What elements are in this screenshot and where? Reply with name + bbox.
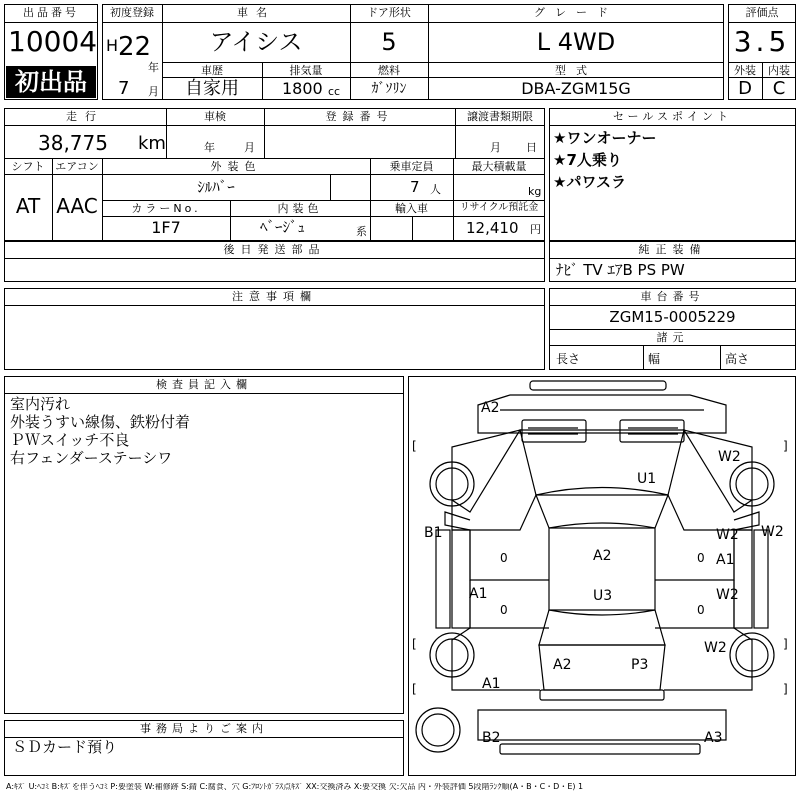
color-no-value: 1F7 xyxy=(151,218,181,237)
door-value: 5 xyxy=(381,28,397,56)
damage-mark: W2 xyxy=(716,587,739,603)
damage-mark: U1 xyxy=(637,471,657,487)
bracket-mark: ] xyxy=(783,637,788,651)
capacity-label: 乗車定員 xyxy=(389,160,434,173)
bracket-mark: [ xyxy=(412,682,417,696)
first-reg-year-unit: 年 xyxy=(148,61,159,74)
color-no-label: カラーNo. xyxy=(131,202,201,215)
exterior-color-label: 外装色 xyxy=(210,160,262,173)
notes-label: 注意事項欄 xyxy=(232,290,317,303)
bracket-mark: [ xyxy=(412,439,417,453)
grade-value: L 4WD xyxy=(536,28,616,56)
damage-mark: A2 xyxy=(593,548,612,564)
import-label: 輸入車 xyxy=(395,202,428,215)
shift-label: シフト xyxy=(11,160,45,173)
dimensions-label: 諸元 xyxy=(656,331,689,344)
score-value: 3.5 xyxy=(733,25,791,58)
car-name-value: アイシス xyxy=(209,28,303,56)
first-reg-label: 初度登録 xyxy=(110,6,154,19)
first-listing-badge: 初出品 xyxy=(6,66,96,98)
history-value: 自家用 xyxy=(185,78,239,99)
sales-point-item: ★7人乗り xyxy=(553,151,622,169)
damage-mark: A1 xyxy=(469,586,488,602)
bracket-mark: ] xyxy=(783,682,788,696)
first-reg-month: 7 xyxy=(118,78,130,99)
mileage-label: 走行 xyxy=(66,110,104,123)
recycle-value: 12,410 xyxy=(466,219,519,237)
zero-mark: 0 xyxy=(697,603,705,617)
chassis-value: ZGM15-0005229 xyxy=(609,308,736,326)
chassis-label: 車台番号 xyxy=(640,290,705,303)
sales-points-label: セールスポイント xyxy=(612,110,732,123)
damage-mark: W2 xyxy=(704,640,727,656)
genuine-equipment-label: 純正装備 xyxy=(638,243,707,256)
damage-mark: P3 xyxy=(631,657,649,673)
first-reg-year: 22 xyxy=(118,32,152,62)
office-label: 事務局よりご案内 xyxy=(140,722,268,735)
transfer-day-unit: 日 xyxy=(526,141,537,154)
damage-mark: A3 xyxy=(704,730,723,746)
max-load-label: 最大積載量 xyxy=(471,160,527,173)
zero-mark: 0 xyxy=(697,551,705,565)
inspector-label: 検査員記入欄 xyxy=(156,378,252,391)
zero-mark: 0 xyxy=(500,551,508,565)
model-code-value: DBA-ZGM15G xyxy=(521,79,631,98)
displacement-value: 1800 xyxy=(282,79,323,98)
damage-mark: A2 xyxy=(553,657,572,673)
grade-label: グレード xyxy=(534,6,618,19)
damage-mark: W2 xyxy=(761,524,784,540)
width-label: 幅 xyxy=(648,352,661,366)
aircon-label: エアコン xyxy=(55,160,99,173)
inspector-line: 右フェンダーステーシワ xyxy=(10,449,173,467)
aircon-value: AAC xyxy=(56,194,98,218)
sales-point-item: ★パワスラ xyxy=(553,173,626,191)
length-label: 長さ xyxy=(556,352,581,366)
inspection-label: 車検 xyxy=(204,110,226,123)
exterior-score-label: 外装 xyxy=(734,64,756,77)
score-label: 評価点 xyxy=(745,6,779,19)
inspector-line: 室内汚れ xyxy=(10,395,71,413)
registration-label: 登録番号 xyxy=(325,110,394,123)
inspector-line: ＰＷスイッチ不良 xyxy=(10,431,130,449)
interior-color-value: ﾍﾞｰｼﾞｭ xyxy=(260,218,306,236)
sales-point-item: ★ワンオーナー xyxy=(553,129,657,147)
max-load-unit: kg xyxy=(528,185,542,198)
lot-number: 10004 xyxy=(8,25,98,58)
fuel-label: 燃料 xyxy=(378,64,400,77)
damage-mark: B2 xyxy=(482,730,501,746)
office-value: ＳＤカード預り xyxy=(12,738,118,756)
damage-mark: A2 xyxy=(481,400,500,416)
model-code-label: 型式 xyxy=(555,64,597,77)
damage-mark: A1 xyxy=(716,552,735,568)
exterior-color-value: ｼﾙﾊﾞｰ xyxy=(197,178,235,196)
bracket-mark: [ xyxy=(412,637,417,651)
bracket-mark: ] xyxy=(783,439,788,453)
mileage-value: 38,775 xyxy=(38,131,108,155)
displacement-unit: cc xyxy=(328,85,341,98)
later-parts-label: 後日発送部品 xyxy=(223,243,326,256)
fuel-value: ｶﾞｿﾘﾝ xyxy=(371,81,407,97)
interior-score-value: C xyxy=(772,78,786,99)
damage-mark: W2 xyxy=(716,527,739,543)
inspection-year-unit: 年 xyxy=(204,141,215,154)
capacity-value: 7 xyxy=(410,178,420,196)
damage-mark: A1 xyxy=(482,676,501,692)
displacement-label: 排気量 xyxy=(289,64,323,77)
interior-color-label: 内装色 xyxy=(277,202,323,215)
damage-mark: W2 xyxy=(718,449,741,465)
first-reg-month-unit: 月 xyxy=(148,85,159,98)
exterior-score-value: D xyxy=(738,78,752,99)
lot-label: 出品番号 xyxy=(23,6,79,19)
recycle-unit: 円 xyxy=(530,223,541,236)
damage-mark: U3 xyxy=(593,588,613,604)
genuine-equipment-value: ﾅﾋﾞ TV ｴｱB PS PW xyxy=(556,261,685,279)
history-label: 車歴 xyxy=(201,64,223,77)
transfer-month-unit: 月 xyxy=(490,141,501,154)
zero-mark: 0 xyxy=(500,603,508,617)
shift-value: AT xyxy=(15,194,41,218)
inspection-month-unit: 月 xyxy=(244,141,255,154)
car-name-label: 車名 xyxy=(237,6,275,19)
height-label: 高さ xyxy=(725,352,750,366)
damage-mark: B1 xyxy=(424,525,443,541)
mileage-unit: km xyxy=(138,133,166,154)
door-label: ドア形状 xyxy=(367,6,411,19)
first-reg-era: H xyxy=(106,36,119,55)
interior-color-unit: 系 xyxy=(356,225,367,238)
interior-score-label: 内装 xyxy=(768,64,790,77)
capacity-unit: 人 xyxy=(430,183,441,196)
transfer-deadline-label: 譲渡書類期限 xyxy=(467,110,533,123)
recycle-label: リサイクル預託金 xyxy=(459,202,539,213)
legend-text: A:ｷｽﾞ U:ﾍｺﾐ B:ｷｽﾞを伴うﾍｺﾐ P:要塗装 W:補修跡 S:錆 C:腐食、穴 G:ﾌﾛﾝﾄｶﾞﾗｽ点ｷｽﾞ XX:交換済み X:要交換 欠:欠品 内・外装評価 5段階ﾗﾝｸ順(A・B・C・D・E) 1 xyxy=(6,783,584,791)
inspector-line: 外装うすい線傷、鉄粉付着 xyxy=(10,413,191,431)
